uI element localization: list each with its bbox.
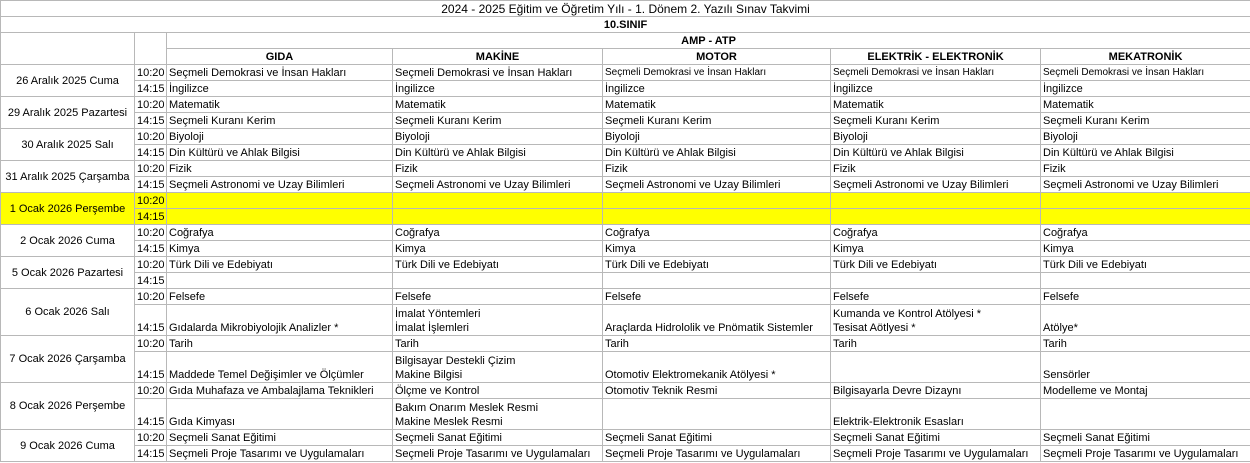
course-cell [603, 113, 831, 129]
course-name: Felsefe [605, 290, 642, 303]
course-cell [393, 305, 603, 336]
course-name: Gıda Kimyası [169, 416, 236, 428]
course-name: Fizik [395, 162, 418, 175]
course-cell [393, 241, 603, 257]
header-blank-cell [1, 33, 135, 65]
course-cell [831, 97, 1041, 113]
course-name: Biyoloji [169, 130, 204, 143]
date-cell: 9 Ocak 2026 Cuma [1, 430, 135, 462]
course-cell [603, 193, 831, 209]
course-name: İngilizce [605, 82, 645, 95]
course-name: Seçmeli Proje Tasarımı ve Uygulamaları [395, 447, 591, 460]
course-cell [1041, 352, 1250, 383]
date-cell: 7 Ocak 2026 Çarşamba [1, 336, 135, 383]
course-name: Seçmeli Sanat Eğitimi [169, 431, 276, 444]
course-name: Makine Meslek Resmi [395, 416, 503, 428]
course-cell [393, 446, 603, 462]
schedule-row [1, 113, 1250, 129]
course-cell [1041, 305, 1250, 336]
course-cell [831, 113, 1041, 129]
course-name: Felsefe [833, 290, 870, 303]
schedule-row [1, 257, 1250, 273]
schedule-row [1, 305, 1250, 336]
course-cell [1041, 65, 1250, 81]
date-cell: 31 Aralık 2025 Çarşamba [1, 161, 135, 193]
schedule-row [1, 446, 1250, 462]
course-name: Fizik [833, 162, 856, 175]
course-cell [603, 81, 831, 97]
course-cell [393, 97, 603, 113]
course-name: Bilgisayar Destekli Çizim [395, 355, 516, 367]
course-name: İngilizce [395, 82, 435, 95]
course-cell [167, 177, 393, 193]
course-cell [1041, 97, 1250, 113]
date-cell: 29 Aralık 2025 Pazartesi [1, 97, 135, 129]
course-cell [1041, 145, 1250, 161]
course-cell [167, 65, 393, 81]
column-header: MOTOR [603, 49, 831, 65]
course-name: Seçmeli Kuranı Kerim [169, 114, 276, 127]
course-name: Seçmeli Kuranı Kerim [833, 114, 940, 127]
course-cell [1041, 177, 1250, 193]
time-cell: 10:20 [135, 193, 167, 209]
time-cell: 14:15 [135, 399, 167, 430]
course-name: Türk Dili ve Edebiyatı [1043, 258, 1147, 271]
course-name: Matematik [605, 98, 656, 111]
course-name: Coğrafya [1043, 226, 1088, 239]
date-cell: 5 Ocak 2026 Pazartesi [1, 257, 135, 289]
course-cell [603, 177, 831, 193]
course-cell [603, 129, 831, 145]
date-cell: 1 Ocak 2026 Perşembe [1, 193, 135, 225]
course-cell [831, 193, 1041, 209]
course-cell [831, 336, 1041, 352]
course-name: Otomotiv Elektromekanik Atölyesi * [605, 369, 776, 381]
course-name: Kimya [833, 242, 864, 255]
course-cell [831, 352, 1041, 383]
course-name: Gıda Muhafaza ve Ambalajlama Teknikleri [169, 384, 374, 397]
course-cell [603, 257, 831, 273]
course-cell [831, 129, 1041, 145]
course-name: Seçmeli Demokrasi ve İnsan Hakları [605, 66, 767, 78]
course-name: Kumanda ve Kontrol Atölyesi * [833, 308, 981, 320]
course-cell [393, 383, 603, 399]
column-header: MAKİNE [393, 49, 603, 65]
course-name: Seçmeli Demokrasi ve İnsan Hakları [395, 66, 573, 79]
course-name: Seçmeli Kuranı Kerim [395, 114, 502, 127]
course-name: Makine Bilgisi [395, 369, 463, 381]
course-cell [831, 209, 1041, 225]
column-header: ELEKTRİK - ELEKTRONİK [831, 49, 1041, 65]
course-name: Seçmeli Astronomi ve Uzay Bilimleri [833, 178, 1009, 191]
course-cell [393, 81, 603, 97]
course-cell [603, 430, 831, 446]
course-cell [603, 446, 831, 462]
course-name: Coğrafya [395, 226, 440, 239]
course-name: Seçmeli Astronomi ve Uzay Bilimleri [169, 178, 345, 191]
course-name: Tarih [833, 337, 857, 350]
course-name: Sensörler [1043, 369, 1091, 381]
time-cell: 10:20 [135, 289, 167, 305]
course-cell [603, 289, 831, 305]
course-cell [393, 161, 603, 177]
date-cell: 26 Aralık 2025 Cuma [1, 65, 135, 97]
course-cell [1041, 399, 1250, 430]
course-name: Din Kültürü ve Ahlak Bilgisi [1043, 146, 1174, 159]
course-name: Bilgisayarla Devre Dizaynı [833, 384, 962, 397]
course-name: Modelleme ve Montaj [1043, 384, 1148, 397]
course-cell [603, 97, 831, 113]
course-cell [603, 352, 831, 383]
schedule-row [1, 65, 1250, 81]
course-cell [603, 336, 831, 352]
course-cell [831, 257, 1041, 273]
schedule-row [1, 81, 1250, 97]
course-cell [167, 113, 393, 129]
course-cell [603, 161, 831, 177]
time-cell: 10:20 [135, 225, 167, 241]
schedule-row [1, 177, 1250, 193]
course-cell [603, 209, 831, 225]
course-name: Tarih [169, 337, 193, 350]
course-name: Fizik [1043, 162, 1066, 175]
course-name: Seçmeli Kuranı Kerim [605, 114, 712, 127]
course-cell [167, 336, 393, 352]
course-name: Din Kültürü ve Ahlak Bilgisi [169, 146, 300, 159]
course-name: Matematik [833, 98, 884, 111]
course-cell [1041, 225, 1250, 241]
course-name: Matematik [169, 98, 220, 111]
course-name: Gıdalarda Mikrobiyolojik Analizler * [169, 322, 339, 334]
course-name: Atölye* [1043, 322, 1078, 334]
time-cell: 10:20 [135, 383, 167, 399]
course-cell [831, 177, 1041, 193]
course-cell [167, 399, 393, 430]
header-blank-cell [135, 33, 167, 65]
course-cell [1041, 336, 1250, 352]
course-name: İmalat İşlemleri [395, 322, 469, 334]
course-cell [1041, 257, 1250, 273]
course-cell [393, 209, 603, 225]
course-name: Biyoloji [605, 130, 640, 143]
time-cell: 14:15 [135, 145, 167, 161]
course-name: Tesisat Aötlyesi * [833, 322, 916, 334]
course-name: Türk Dili ve Edebiyatı [395, 258, 499, 271]
course-name: Biyoloji [395, 130, 430, 143]
course-cell [831, 446, 1041, 462]
course-cell [603, 65, 831, 81]
course-cell [831, 145, 1041, 161]
course-cell [603, 241, 831, 257]
course-cell [603, 399, 831, 430]
course-name: Otomotiv Teknik Resmi [605, 384, 718, 397]
schedule-row [1, 145, 1250, 161]
schedule-row [1, 209, 1250, 225]
course-name: Türk Dili ve Edebiyatı [605, 258, 709, 271]
schedule-row [1, 430, 1250, 446]
course-cell [167, 383, 393, 399]
course-cell [167, 145, 393, 161]
course-cell [831, 273, 1041, 289]
course-cell [393, 352, 603, 383]
course-name: Seçmeli Proje Tasarımı ve Uygulamaları [605, 447, 801, 460]
course-cell [393, 65, 603, 81]
column-header: MEKATRONİK [1041, 49, 1250, 65]
course-cell [603, 145, 831, 161]
course-name: İngilizce [833, 82, 873, 95]
course-cell [603, 225, 831, 241]
course-cell [393, 257, 603, 273]
time-cell: 14:15 [135, 177, 167, 193]
course-cell [831, 161, 1041, 177]
schedule-row [1, 383, 1250, 399]
course-name: Biyoloji [1043, 130, 1078, 143]
course-cell [1041, 383, 1250, 399]
course-cell [167, 289, 393, 305]
course-name: Coğrafya [833, 226, 878, 239]
class-label: 10.SINIF [1, 17, 1250, 33]
course-cell [167, 241, 393, 257]
schedule-row [1, 225, 1250, 241]
course-cell [1041, 209, 1250, 225]
schedule-row [1, 129, 1250, 145]
course-name: Seçmeli Demokrasi ve İnsan Hakları [833, 66, 995, 78]
course-name: Tarih [395, 337, 419, 350]
date-cell: 6 Ocak 2026 Salı [1, 289, 135, 336]
course-name: İngilizce [1043, 82, 1083, 95]
course-name: Maddede Temel Değişimler ve Ölçümler [169, 369, 364, 381]
course-cell [167, 193, 393, 209]
column-header: GIDA [167, 49, 393, 65]
time-cell: 14:15 [135, 352, 167, 383]
course-name: Seçmeli Demokrasi ve İnsan Hakları [1043, 66, 1205, 78]
time-cell: 10:20 [135, 430, 167, 446]
schedule-row [1, 193, 1250, 209]
course-cell [831, 430, 1041, 446]
course-name: Fizik [605, 162, 628, 175]
course-name: Elektrik-Elektronik Esasları [833, 416, 964, 428]
course-cell [167, 129, 393, 145]
schedule-row [1, 241, 1250, 257]
course-name: İngilizce [169, 82, 209, 95]
course-cell [1041, 273, 1250, 289]
time-cell: 14:15 [135, 113, 167, 129]
course-cell [1041, 430, 1250, 446]
time-cell: 10:20 [135, 336, 167, 352]
course-cell [1041, 81, 1250, 97]
course-cell [167, 225, 393, 241]
course-name: Matematik [395, 98, 446, 111]
schedule-row [1, 273, 1250, 289]
schedule-row [1, 399, 1250, 430]
course-name: Din Kültürü ve Ahlak Bilgisi [395, 146, 526, 159]
course-cell [831, 81, 1041, 97]
course-name: Felsefe [169, 290, 206, 303]
time-cell: 14:15 [135, 273, 167, 289]
schedule-title: 2024 - 2025 Eğitim ve Öğretim Yılı - 1. Dönem 2. Yazılı Sınav Takvimi [1, 1, 1250, 17]
course-name: Seçmeli Demokrasi ve İnsan Hakları [169, 66, 347, 79]
course-name: Seçmeli Proje Tasarımı ve Uygulamaları [169, 447, 365, 460]
schedule-row [1, 352, 1250, 383]
time-cell: 14:15 [135, 81, 167, 97]
course-cell [1041, 161, 1250, 177]
program-label: AMP - ATP [167, 33, 1250, 49]
course-name: İmalat Yöntemleri [395, 308, 481, 320]
course-name: Tarih [605, 337, 629, 350]
course-cell [167, 209, 393, 225]
course-name: Matematik [1043, 98, 1094, 111]
course-name: Coğrafya [605, 226, 650, 239]
course-cell [1041, 241, 1250, 257]
course-name: Seçmeli Proje Tasarımı ve Uygulamaları [833, 447, 1029, 460]
time-cell: 14:15 [135, 305, 167, 336]
course-name: Kimya [1043, 242, 1074, 255]
date-cell: 2 Ocak 2026 Cuma [1, 225, 135, 257]
course-cell [167, 446, 393, 462]
course-cell [831, 305, 1041, 336]
course-name: Seçmeli Sanat Eğitimi [395, 431, 502, 444]
course-cell [167, 161, 393, 177]
course-name: Kimya [395, 242, 426, 255]
course-name: Din Kültürü ve Ahlak Bilgisi [605, 146, 736, 159]
course-cell [831, 225, 1041, 241]
course-cell [1041, 193, 1250, 209]
course-cell [603, 305, 831, 336]
course-name: Türk Dili ve Edebiyatı [833, 258, 937, 271]
schedule-row [1, 161, 1250, 177]
course-cell [603, 383, 831, 399]
date-cell: 30 Aralık 2025 Salı [1, 129, 135, 161]
course-cell [167, 352, 393, 383]
time-cell: 10:20 [135, 257, 167, 273]
course-name: Seçmeli Astronomi ve Uzay Bilimleri [605, 178, 781, 191]
time-cell: 14:15 [135, 209, 167, 225]
course-cell [393, 129, 603, 145]
time-cell: 14:15 [135, 241, 167, 257]
course-name: Kimya [605, 242, 636, 255]
time-cell: 10:20 [135, 97, 167, 113]
time-cell: 10:20 [135, 161, 167, 177]
course-name: Coğrafya [169, 226, 214, 239]
course-cell [1041, 113, 1250, 129]
course-name: Seçmeli Astronomi ve Uzay Bilimleri [1043, 178, 1219, 191]
date-cell: 8 Ocak 2026 Perşembe [1, 383, 135, 430]
course-name: Biyoloji [833, 130, 868, 143]
course-cell [393, 399, 603, 430]
course-name: Seçmeli Kuranı Kerim [1043, 114, 1150, 127]
course-name: Seçmeli Astronomi ve Uzay Bilimleri [395, 178, 571, 191]
time-cell: 10:20 [135, 129, 167, 145]
course-cell [393, 193, 603, 209]
course-cell [393, 273, 603, 289]
course-name: Seçmeli Sanat Eğitimi [833, 431, 940, 444]
course-cell [393, 430, 603, 446]
course-cell [393, 145, 603, 161]
course-cell [167, 430, 393, 446]
schedule-row [1, 336, 1250, 352]
course-name: Din Kültürü ve Ahlak Bilgisi [833, 146, 964, 159]
course-cell [167, 257, 393, 273]
course-cell [1041, 129, 1250, 145]
course-name: Seçmeli Sanat Eğitimi [1043, 431, 1150, 444]
course-cell [393, 113, 603, 129]
course-cell [167, 81, 393, 97]
course-name: Kimya [169, 242, 200, 255]
course-cell [603, 273, 831, 289]
time-cell: 10:20 [135, 65, 167, 81]
course-cell [167, 305, 393, 336]
course-name: Araçlarda Hidrololik ve Pnömatik Sistemler [605, 322, 813, 334]
course-name: Tarih [1043, 337, 1067, 350]
course-name: Seçmeli Proje Tasarımı ve Uygulamaları [1043, 447, 1239, 460]
course-name: Ölçme ve Kontrol [395, 384, 480, 397]
course-cell [393, 177, 603, 193]
course-cell [1041, 446, 1250, 462]
course-cell [393, 336, 603, 352]
course-cell [831, 289, 1041, 305]
course-cell [167, 97, 393, 113]
time-cell: 14:15 [135, 446, 167, 462]
course-cell [167, 273, 393, 289]
course-cell [831, 383, 1041, 399]
course-name: Seçmeli Sanat Eğitimi [605, 431, 712, 444]
course-name: Bakım Onarım Meslek Resmi [395, 402, 539, 414]
course-cell [393, 289, 603, 305]
schedule-row [1, 97, 1250, 113]
course-cell [831, 241, 1041, 257]
course-cell [831, 399, 1041, 430]
schedule-row [1, 289, 1250, 305]
course-cell [393, 225, 603, 241]
course-name: Türk Dili ve Edebiyatı [169, 258, 273, 271]
course-cell [831, 65, 1041, 81]
course-name: Felsefe [1043, 290, 1080, 303]
course-name: Felsefe [395, 290, 432, 303]
course-name: Fizik [169, 162, 192, 175]
course-cell [1041, 289, 1250, 305]
